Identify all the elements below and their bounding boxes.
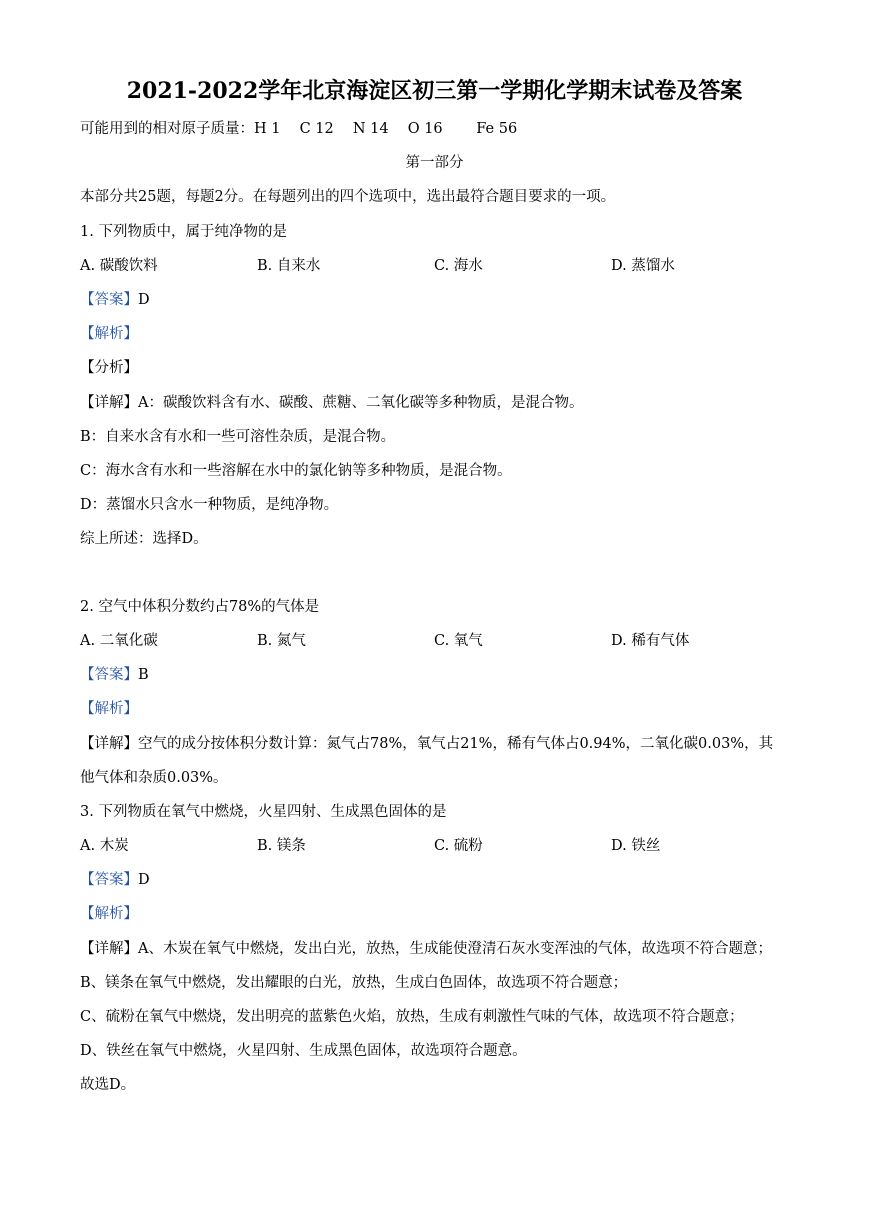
q2-answer — [80, 665, 149, 685]
q3-option-d: D. 铁丝 — [611, 838, 661, 854]
q2-option-a: A. 二氧化碳 — [80, 633, 158, 649]
detail-tag: 【详解】 — [80, 395, 138, 411]
answer-tag: 【答案】 — [80, 292, 138, 308]
section-heading: 第一部分 — [405, 155, 464, 171]
q3-answer — [80, 870, 150, 890]
q1-option-d: D. 蒸馏水 — [611, 258, 675, 274]
q1-option-b: B. 自来水 — [257, 258, 321, 274]
q3-option-c: C. 硫粉 — [434, 838, 483, 854]
q3-option-a: A. 木炭 — [80, 838, 129, 854]
q1-detail-d: D：蒸馏水只含水一种物质，是纯净物。 — [80, 497, 339, 513]
q2-detail-2: 他气体和杂质0.03%。 — [80, 770, 228, 786]
q3-detail-a — [80, 939, 772, 959]
q2-option-c: C. 氧气 — [434, 633, 483, 649]
q2-option-d: D. 稀有气体 — [611, 633, 690, 649]
q3-detail-b: B、镁条在氧气中燃烧，发出耀眼的白光，放热，生成白色固体，故选项不符合题意； — [80, 975, 628, 991]
answer-tag: 【答案】 — [80, 667, 138, 683]
answer-tag: 【答案】 — [80, 872, 138, 888]
detail-text: A、木炭在氧气中燃烧，发出白光，放热，生成能使澄清石灰水变浑浊的气体，故选项不符合题意； — [138, 941, 772, 957]
q1-detail-b: B：自来水含有水和一些可溶性杂质，是混合物。 — [80, 429, 396, 445]
q1-answer — [80, 290, 150, 310]
q1-stem: 1. 下列物质中，属于纯净物的是 — [80, 224, 287, 240]
q2-detail-1 — [80, 734, 773, 754]
detail-tag: 【详解】 — [80, 941, 138, 957]
q1-detail-a — [80, 393, 583, 413]
instructions: 本部分共25题，每题2分。在每题列出的四个选项中，选出最符合题目要求的一项。 — [80, 189, 616, 205]
answer-value: D — [138, 292, 150, 308]
atomic-mass-line: 可能用到的相对原子质量：H 1 C 12 N 14 O 16 Fe 56 — [80, 121, 518, 137]
q3-stem: 3. 下列物质在氧气中燃烧，火星四射、生成黑色固体的是 — [80, 804, 447, 820]
q1-summary: 综上所述：选择D。 — [80, 531, 208, 547]
answer-value: D — [138, 872, 150, 888]
answer-value: B — [138, 667, 149, 683]
q1-detail-c: C：海水含有水和一些溶解在水中的氯化钠等多种物质，是混合物。 — [80, 463, 512, 479]
q3-analysis-tag: 【解析】 — [80, 906, 138, 922]
q2-option-b: B. 氮气 — [257, 633, 306, 649]
q2-analysis-tag: 【解析】 — [80, 701, 138, 717]
detail-text: 空气的成分按体积分数计算：氮气占78%，氧气占21%，稀有气体占0.94%，二氧化碳0.03%，其 — [138, 736, 774, 752]
q3-detail-c: C、硫粉在氧气中燃烧，发出明亮的蓝紫色火焰，放热，生成有刺激性气味的气体，故选项不符合题意； — [80, 1009, 744, 1025]
detail-tag: 【详解】 — [80, 736, 138, 752]
q3-conclusion: 故选D。 — [80, 1077, 136, 1093]
q1-option-a: A. 碳酸饮料 — [80, 258, 158, 274]
q3-option-b: B. 镁条 — [257, 838, 306, 854]
q1-fenxi-tag: 【分析】 — [80, 360, 138, 376]
q3-detail-d: D、铁丝在氧气中燃烧，火星四射、生成黑色固体，故选项符合题意。 — [80, 1043, 527, 1059]
q2-stem: 2. 空气中体积分数约占78%的气体是 — [80, 599, 320, 615]
detail-text: A：碳酸饮料含有水、碳酸、蔗糖、二氧化碳等多种物质，是混合物。 — [138, 395, 584, 411]
q1-analysis-tag: 【解析】 — [80, 326, 138, 342]
q1-option-c: C. 海水 — [434, 258, 483, 274]
page-title: 2021-2022学年北京海淀区初三第一学期化学期末试卷及答案 — [126, 78, 743, 104]
